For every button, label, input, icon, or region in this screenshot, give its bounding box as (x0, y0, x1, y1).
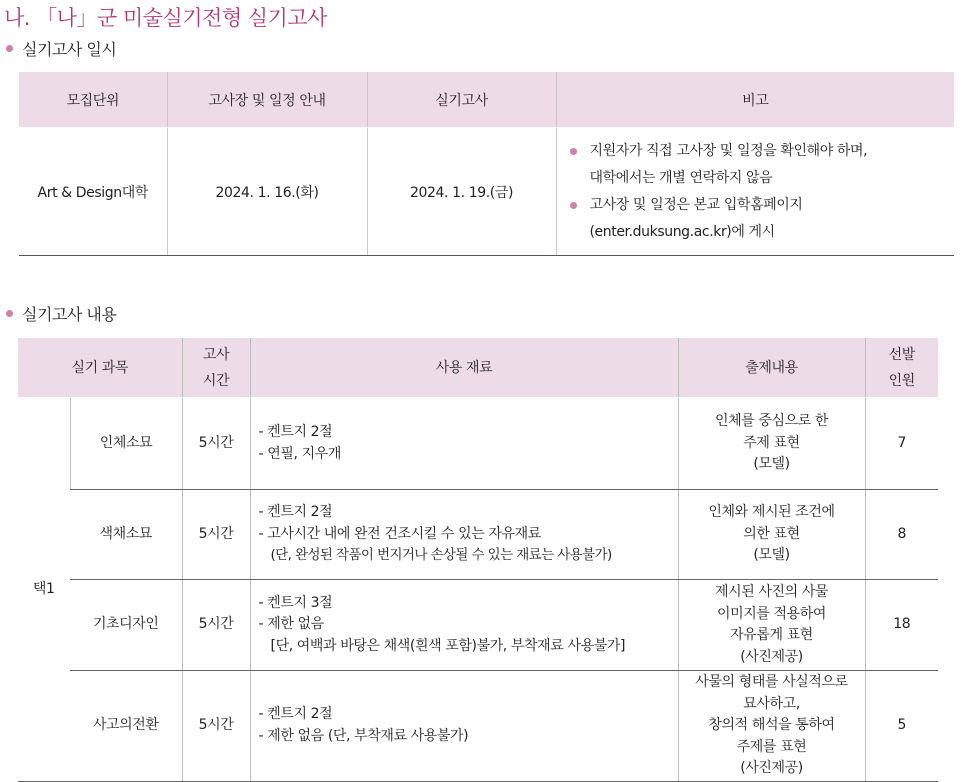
material-line: - 켄트지 3절 (258, 594, 333, 611)
header-time (182, 338, 250, 398)
content-line: (모델) (753, 456, 790, 473)
table-row (18, 671, 938, 782)
cell-materials (250, 671, 678, 782)
cell-guide-date: 2024. 1. 16.(화) (167, 128, 367, 256)
table-row (18, 398, 938, 490)
material-line: - 켄트지 2절 (258, 424, 333, 440)
schedule-heading-text: 실기고사 일시 (22, 40, 117, 59)
bullet-icon (6, 310, 13, 317)
cell-quota: 18 (865, 580, 938, 671)
cell-materials (250, 580, 678, 671)
content-header-row (18, 338, 938, 398)
material-line: - 켄트지 2절 (258, 504, 333, 521)
schedule-header-row (19, 72, 954, 128)
notes-list (558, 138, 954, 246)
header-notes: 비고 (556, 72, 954, 128)
content-line: 주제 표현 (743, 434, 800, 451)
note-line: 고사장 및 일정은 본교 입학홈페이지 (589, 196, 803, 213)
material-line: - 제한 없음 (258, 616, 324, 633)
header-exam-content: 출제내용 (678, 338, 865, 398)
schedule-table (19, 72, 954, 256)
header-guide: 고사장 및 일정 안내 (167, 72, 367, 128)
cell-exam-date: 2024. 1. 19.(금) (367, 128, 556, 256)
content-line: 자유롭게 표현 (730, 627, 813, 643)
schedule-row (19, 128, 954, 256)
cell-materials (250, 490, 678, 580)
content-line: 창의적 해석을 통하여 (708, 717, 835, 733)
content-line: (사진제공) (740, 648, 803, 665)
note-line: 지원자가 직접 고사장 및 일정을 확인해야 하며, (589, 142, 868, 159)
content-line: (사진제공) (740, 760, 803, 776)
table-row (18, 490, 938, 580)
note-item (570, 138, 954, 192)
cell-subject: 색채소묘 (70, 490, 182, 580)
cell-time: 5시간 (182, 671, 250, 782)
content-line: 의한 표현 (743, 525, 800, 542)
header-time-line: 고사 (202, 346, 230, 363)
note-line: 대학에서는 개별 연락하지 않음 (589, 169, 773, 186)
section-title: 나. 「나」군 미술실기전형 실기고사 (4, 6, 327, 30)
material-line: (단, 완성된 작품이 번지거나 손상될 수 있는 재료는 사용불가) (270, 547, 612, 564)
cell-quota: 8 (865, 490, 938, 580)
material-line: - 켄트지 2절 (258, 706, 333, 723)
bullet-icon (570, 148, 577, 155)
cell-quota: 5 (865, 671, 938, 782)
cell-exam-content (678, 398, 865, 490)
content-line: (모델) (753, 547, 790, 564)
content-heading (6, 302, 116, 325)
content-line: 묘사하고, (743, 695, 800, 712)
material-line: - 연필, 지우개 (258, 445, 341, 462)
header-quota-line: 인원 (888, 372, 915, 389)
content-table (18, 338, 938, 782)
bullet-icon (570, 202, 577, 209)
content-line: 인체와 제시된 조건에 (708, 504, 835, 521)
material-line: [단, 여백과 바탕은 채색(흰색 포함)불가, 부착재료 사용불가] (270, 637, 626, 654)
group-label: 택1 (18, 398, 70, 782)
header-materials: 사용 재료 (250, 338, 678, 398)
bullet-icon (6, 45, 13, 52)
content-line: 이미지를 적용하여 (716, 605, 827, 622)
content-line: 주제를 표현 (736, 738, 807, 755)
note-item (570, 192, 954, 246)
content-line: 제시된 사진의 사물 (714, 584, 829, 600)
cell-time: 5시간 (182, 398, 250, 490)
table-row (18, 580, 938, 671)
material-line: - 제한 없음 (단, 부착재료 사용불가) (258, 727, 469, 744)
cell-subject: 인체소묘 (70, 398, 182, 490)
header-quota (865, 338, 938, 398)
content-heading-text: 실기고사 내용 (22, 305, 117, 324)
content-line: 인체를 중심으로 한 (714, 413, 829, 430)
header-exam: 실기고사 (367, 72, 556, 128)
header-time-line: 시간 (202, 372, 230, 389)
content-line: 사물의 형태를 사실적으로 (695, 674, 848, 690)
cell-subject: 기초디자인 (70, 580, 182, 671)
header-quota-line: 선발 (888, 346, 915, 363)
cell-exam-content (678, 580, 865, 671)
cell-quota: 7 (865, 398, 938, 490)
cell-time: 5시간 (182, 580, 250, 671)
header-unit: 모집단위 (19, 72, 167, 128)
cell-subject: 사고의전환 (70, 671, 182, 782)
cell-materials (250, 398, 678, 490)
material-line: - 고사시간 내에 완전 건조시킬 수 있는 자유재료 (258, 525, 541, 542)
cell-exam-content (678, 490, 865, 580)
schedule-heading (6, 37, 116, 60)
cell-time: 5시간 (182, 490, 250, 580)
cell-notes (556, 128, 954, 256)
cell-unit: Art & Design대학 (19, 128, 167, 256)
cell-exam-content (678, 671, 865, 782)
header-subject: 실기 과목 (18, 338, 182, 398)
note-line: (enter.duksung.ac.kr)에 게시 (589, 223, 775, 240)
